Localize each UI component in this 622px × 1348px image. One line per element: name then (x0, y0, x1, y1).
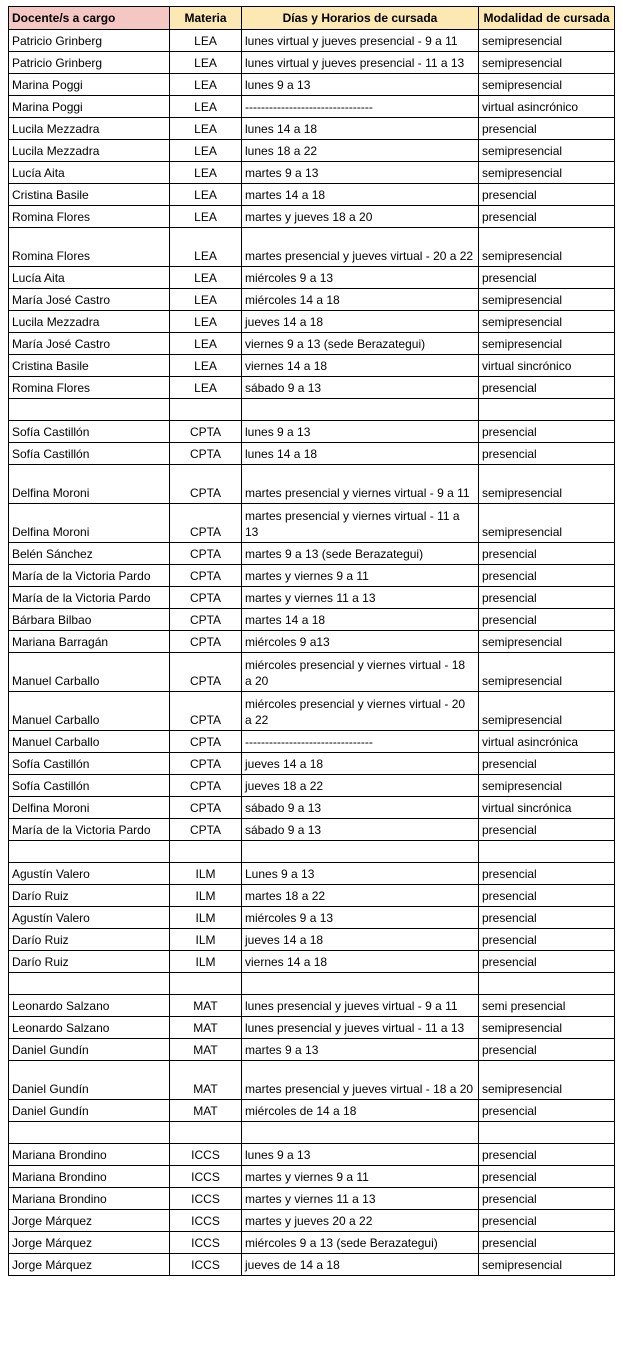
cell-modalidad: semipresencial (479, 52, 615, 74)
cell-horario: miércoles 9 a 13 (sede Berazategui) (242, 1232, 479, 1254)
cell-modalidad: virtual sincrónica (479, 797, 615, 819)
cell-docente: Leonardo Salzano (9, 1017, 170, 1039)
table-row (9, 1144, 615, 1166)
cell-horario: martes presencial y jueves virtual - 18 a 20 (242, 1061, 479, 1100)
cell-materia: LEA (170, 74, 242, 96)
table-row (9, 587, 615, 609)
cell-docente: María de la Victoria Pardo (9, 819, 170, 841)
cell-materia: CPTA (170, 631, 242, 653)
table-header (9, 7, 615, 30)
cell-modalidad: semipresencial (479, 289, 615, 311)
cell-docente: Delfina Moroni (9, 504, 170, 543)
cell-modalidad: semipresencial (479, 311, 615, 333)
cell-docente: Agustín Valero (9, 863, 170, 885)
cell-horario: jueves 14 a 18 (242, 753, 479, 775)
cell-modalidad (479, 973, 615, 995)
table-row (9, 753, 615, 775)
cell-docente (9, 399, 170, 421)
header-row (9, 7, 615, 30)
cell-horario (242, 841, 479, 863)
cell-materia: CPTA (170, 609, 242, 631)
header-materia: Materia (170, 7, 242, 30)
cell-horario: -------------------------------- (242, 731, 479, 753)
table-row (9, 609, 615, 631)
table-row (9, 162, 615, 184)
cell-materia: CPTA (170, 504, 242, 543)
table-row (9, 52, 615, 74)
cell-horario: jueves de 14 a 18 (242, 1254, 479, 1276)
table-row (9, 1100, 615, 1122)
cell-modalidad: semipresencial (479, 631, 615, 653)
cell-horario: lunes 9 a 13 (242, 421, 479, 443)
cell-docente: Marina Poggi (9, 74, 170, 96)
table-row (9, 653, 615, 692)
cell-modalidad: semipresencial (479, 228, 615, 267)
cell-modalidad: semipresencial (479, 775, 615, 797)
cell-materia: ILM (170, 907, 242, 929)
cell-horario: sábado 9 a 13 (242, 377, 479, 399)
cell-docente: Romina Flores (9, 377, 170, 399)
cell-horario: martes 9 a 13 (242, 162, 479, 184)
cell-docente: Agustín Valero (9, 907, 170, 929)
table-row (9, 1166, 615, 1188)
cell-horario: miércoles 9 a 13 (242, 907, 479, 929)
cell-modalidad: presencial (479, 421, 615, 443)
cell-docente: Daniel Gundín (9, 1100, 170, 1122)
cell-modalidad: presencial (479, 377, 615, 399)
table-row (9, 1232, 615, 1254)
cell-docente: Bárbara Bilbao (9, 609, 170, 631)
cell-docente: Lucila Mezzadra (9, 311, 170, 333)
table-row (9, 565, 615, 587)
cell-materia: CPTA (170, 543, 242, 565)
cell-horario: miércoles presencial y viernes virtual - 20 a 22 (242, 692, 479, 731)
cell-modalidad: presencial (479, 565, 615, 587)
cell-materia: CPTA (170, 465, 242, 504)
cell-materia: CPTA (170, 731, 242, 753)
table-row (9, 731, 615, 753)
cell-horario: martes 9 a 13 (sede Berazategui) (242, 543, 479, 565)
cell-materia: LEA (170, 377, 242, 399)
table-row (9, 355, 615, 377)
cell-materia: LEA (170, 228, 242, 267)
cell-horario: viernes 14 a 18 (242, 951, 479, 973)
spacer-row (9, 1122, 615, 1144)
table-row (9, 907, 615, 929)
cell-modalidad: virtual asincrónico (479, 96, 615, 118)
cell-materia: LEA (170, 162, 242, 184)
cell-docente: Daniel Gundín (9, 1061, 170, 1100)
cell-modalidad: presencial (479, 1232, 615, 1254)
cell-materia: ILM (170, 885, 242, 907)
cell-horario: viernes 14 a 18 (242, 355, 479, 377)
cell-horario: martes y viernes 11 a 13 (242, 587, 479, 609)
cell-horario: lunes virtual y jueves presencial - 11 a 13 (242, 52, 479, 74)
table-row (9, 206, 615, 228)
table-row (9, 1061, 615, 1100)
table-row (9, 1254, 615, 1276)
spacer-row (9, 399, 615, 421)
table-row (9, 465, 615, 504)
cell-docente: Delfina Moroni (9, 465, 170, 504)
cell-docente: Darío Ruiz (9, 885, 170, 907)
cell-modalidad: presencial (479, 443, 615, 465)
cell-materia: ICCS (170, 1188, 242, 1210)
cell-materia: LEA (170, 311, 242, 333)
cell-horario: jueves 14 a 18 (242, 929, 479, 951)
table-row (9, 228, 615, 267)
cell-docente: Marina Poggi (9, 96, 170, 118)
cell-modalidad: semipresencial (479, 30, 615, 52)
table-row (9, 775, 615, 797)
cell-modalidad: presencial (479, 1100, 615, 1122)
cell-docente: María José Castro (9, 333, 170, 355)
cell-materia: ICCS (170, 1210, 242, 1232)
cell-materia: LEA (170, 267, 242, 289)
cell-docente: Manuel Carballo (9, 692, 170, 731)
cell-docente (9, 973, 170, 995)
header-docente: Docente/s a cargo (9, 7, 170, 30)
cell-horario: viernes 9 a 13 (sede Berazategui) (242, 333, 479, 355)
cell-docente (9, 1122, 170, 1144)
cell-docente: María de la Victoria Pardo (9, 565, 170, 587)
cell-docente: Delfina Moroni (9, 797, 170, 819)
cell-docente: Cristina Basile (9, 184, 170, 206)
cell-materia: CPTA (170, 775, 242, 797)
cell-docente: Jorge Márquez (9, 1232, 170, 1254)
table-row (9, 118, 615, 140)
cell-materia: CPTA (170, 819, 242, 841)
cell-materia: LEA (170, 333, 242, 355)
table-row (9, 504, 615, 543)
cell-modalidad: presencial (479, 1039, 615, 1061)
cell-modalidad: presencial (479, 1144, 615, 1166)
cell-materia: LEA (170, 140, 242, 162)
cell-horario (242, 973, 479, 995)
cell-materia: LEA (170, 184, 242, 206)
cell-materia: ICCS (170, 1144, 242, 1166)
cell-docente: Romina Flores (9, 228, 170, 267)
cell-horario: lunes presencial y jueves virtual - 11 a 13 (242, 1017, 479, 1039)
cell-materia: ICCS (170, 1232, 242, 1254)
cell-materia: ICCS (170, 1166, 242, 1188)
cell-horario (242, 1122, 479, 1144)
cell-modalidad: presencial (479, 1188, 615, 1210)
table-row (9, 140, 615, 162)
cell-materia: CPTA (170, 797, 242, 819)
cell-horario: miércoles 14 a 18 (242, 289, 479, 311)
table-row (9, 1017, 615, 1039)
cell-docente: Cristina Basile (9, 355, 170, 377)
cell-materia: MAT (170, 995, 242, 1017)
table-row (9, 377, 615, 399)
cell-horario: lunes virtual y jueves presencial - 9 a 11 (242, 30, 479, 52)
table-row (9, 1188, 615, 1210)
table-row (9, 333, 615, 355)
cell-docente: Lucía Aita (9, 267, 170, 289)
cell-horario: jueves 14 a 18 (242, 311, 479, 333)
table-row (9, 797, 615, 819)
cell-materia: ILM (170, 951, 242, 973)
cell-modalidad: presencial (479, 267, 615, 289)
cell-horario: jueves 18 a 22 (242, 775, 479, 797)
table-row (9, 692, 615, 731)
cell-horario: lunes 9 a 13 (242, 1144, 479, 1166)
cell-docente: Belén Sánchez (9, 543, 170, 565)
cell-materia: CPTA (170, 753, 242, 775)
cell-horario: martes y jueves 20 a 22 (242, 1210, 479, 1232)
cell-materia: MAT (170, 1039, 242, 1061)
cell-materia: MAT (170, 1061, 242, 1100)
cell-horario: lunes 9 a 13 (242, 74, 479, 96)
cell-modalidad (479, 399, 615, 421)
cell-docente: Sofía Castillón (9, 421, 170, 443)
cell-horario: miércoles 9 a13 (242, 631, 479, 653)
cell-modalidad: semipresencial (479, 1254, 615, 1276)
cell-horario: Lunes 9 a 13 (242, 863, 479, 885)
cell-materia (170, 399, 242, 421)
cell-modalidad: semipresencial (479, 140, 615, 162)
cell-docente: Patricio Grinberg (9, 52, 170, 74)
cell-horario: martes presencial y viernes virtual - 11 a 13 (242, 504, 479, 543)
table-row (9, 421, 615, 443)
cell-materia: LEA (170, 96, 242, 118)
cell-modalidad: presencial (479, 1210, 615, 1232)
table-row (9, 96, 615, 118)
header-horarios: Días y Horarios de cursada (242, 7, 479, 30)
cell-docente: Patricio Grinberg (9, 30, 170, 52)
cell-materia: ILM (170, 863, 242, 885)
cell-horario: lunes 18 a 22 (242, 140, 479, 162)
cell-docente: Jorge Márquez (9, 1254, 170, 1276)
header-modalidad: Modalidad de cursada (479, 7, 615, 30)
cell-materia: CPTA (170, 443, 242, 465)
cell-materia: ILM (170, 929, 242, 951)
cell-modalidad: semipresencial (479, 465, 615, 504)
cell-materia: ICCS (170, 1254, 242, 1276)
cell-horario: martes y viernes 9 a 11 (242, 565, 479, 587)
cell-docente: Sofía Castillón (9, 775, 170, 797)
cell-horario: martes presencial y jueves virtual - 20 a 22 (242, 228, 479, 267)
cell-modalidad (479, 1122, 615, 1144)
cell-modalidad: semipresencial (479, 653, 615, 692)
cell-horario: miércoles de 14 a 18 (242, 1100, 479, 1122)
cell-modalidad: semipresencial (479, 74, 615, 96)
cell-materia: CPTA (170, 587, 242, 609)
cell-docente: María de la Victoria Pardo (9, 587, 170, 609)
cell-docente: María José Castro (9, 289, 170, 311)
cell-docente: Lucila Mezzadra (9, 140, 170, 162)
cell-modalidad: presencial (479, 184, 615, 206)
cell-docente: Manuel Carballo (9, 653, 170, 692)
cell-horario: miércoles 9 a 13 (242, 267, 479, 289)
cell-modalidad: semipresencial (479, 692, 615, 731)
cell-materia: CPTA (170, 653, 242, 692)
table-row (9, 311, 615, 333)
table-row (9, 74, 615, 96)
cell-horario: martes 9 a 13 (242, 1039, 479, 1061)
cell-modalidad: semipresencial (479, 162, 615, 184)
cell-docente: Sofía Castillón (9, 443, 170, 465)
cell-modalidad: semipresencial (479, 333, 615, 355)
cell-materia: LEA (170, 52, 242, 74)
cell-modalidad: presencial (479, 951, 615, 973)
cell-modalidad: semi presencial (479, 995, 615, 1017)
cell-materia: LEA (170, 30, 242, 52)
cell-horario: sábado 9 a 13 (242, 797, 479, 819)
cell-modalidad: presencial (479, 819, 615, 841)
cell-docente: Darío Ruiz (9, 951, 170, 973)
cell-materia: LEA (170, 289, 242, 311)
cell-horario: sábado 9 a 13 (242, 819, 479, 841)
table-row (9, 631, 615, 653)
cell-materia: LEA (170, 206, 242, 228)
cell-horario: lunes 14 a 18 (242, 118, 479, 140)
cell-docente: Daniel Gundín (9, 1039, 170, 1061)
cell-materia (170, 973, 242, 995)
cell-horario: miércoles presencial y viernes virtual - 18 a 20 (242, 653, 479, 692)
table-body (9, 30, 615, 1276)
cell-docente: Darío Ruiz (9, 929, 170, 951)
cell-horario: martes 18 a 22 (242, 885, 479, 907)
cell-modalidad: presencial (479, 587, 615, 609)
cell-modalidad: presencial (479, 118, 615, 140)
cell-docente: Mariana Brondino (9, 1166, 170, 1188)
cell-docente: Mariana Brondino (9, 1144, 170, 1166)
cell-docente: Lucila Mezzadra (9, 118, 170, 140)
cell-horario: martes presencial y viernes virtual - 9 a 11 (242, 465, 479, 504)
cell-materia (170, 841, 242, 863)
table-row (9, 30, 615, 52)
cell-modalidad: virtual asincrónica (479, 731, 615, 753)
cell-horario: martes y jueves 18 a 20 (242, 206, 479, 228)
table-row (9, 1210, 615, 1232)
cell-modalidad: presencial (479, 885, 615, 907)
cell-modalidad: presencial (479, 543, 615, 565)
cell-modalidad: semipresencial (479, 504, 615, 543)
cell-modalidad: virtual sincrónico (479, 355, 615, 377)
cell-modalidad: presencial (479, 863, 615, 885)
cell-horario: martes y viernes 11 a 13 (242, 1188, 479, 1210)
cell-modalidad: semipresencial (479, 1061, 615, 1100)
cell-docente: Sofía Castillón (9, 753, 170, 775)
cell-docente: Manuel Carballo (9, 731, 170, 753)
cell-docente: Mariana Brondino (9, 1188, 170, 1210)
table-row (9, 543, 615, 565)
cell-horario: martes 14 a 18 (242, 184, 479, 206)
cell-horario (242, 399, 479, 421)
cell-materia: MAT (170, 1017, 242, 1039)
table-row (9, 1039, 615, 1061)
cell-materia: CPTA (170, 421, 242, 443)
schedule-table (8, 6, 615, 1276)
cell-horario: -------------------------------- (242, 96, 479, 118)
cell-materia: LEA (170, 355, 242, 377)
spacer-row (9, 973, 615, 995)
cell-modalidad: presencial (479, 1166, 615, 1188)
cell-modalidad: presencial (479, 753, 615, 775)
table-row (9, 819, 615, 841)
table-row (9, 184, 615, 206)
table-row (9, 289, 615, 311)
cell-modalidad: presencial (479, 609, 615, 631)
cell-docente: Jorge Márquez (9, 1210, 170, 1232)
cell-docente: Leonardo Salzano (9, 995, 170, 1017)
cell-horario: lunes presencial y jueves virtual - 9 a 11 (242, 995, 479, 1017)
table-row (9, 443, 615, 465)
cell-materia: CPTA (170, 565, 242, 587)
cell-horario: lunes 14 a 18 (242, 443, 479, 465)
cell-horario: martes y viernes 9 a 11 (242, 1166, 479, 1188)
table-row (9, 995, 615, 1017)
cell-docente: Lucía Aita (9, 162, 170, 184)
cell-modalidad: presencial (479, 929, 615, 951)
cell-docente (9, 841, 170, 863)
cell-materia: LEA (170, 118, 242, 140)
table-row (9, 885, 615, 907)
table-row (9, 951, 615, 973)
cell-modalidad (479, 841, 615, 863)
cell-docente: Mariana Barragán (9, 631, 170, 653)
table-row (9, 929, 615, 951)
cell-horario: martes 14 a 18 (242, 609, 479, 631)
cell-materia: CPTA (170, 692, 242, 731)
spacer-row (9, 841, 615, 863)
cell-modalidad: presencial (479, 907, 615, 929)
cell-modalidad: presencial (479, 206, 615, 228)
cell-docente: Romina Flores (9, 206, 170, 228)
cell-materia (170, 1122, 242, 1144)
table-row (9, 863, 615, 885)
cell-materia: MAT (170, 1100, 242, 1122)
cell-modalidad: semipresencial (479, 1017, 615, 1039)
table-row (9, 267, 615, 289)
